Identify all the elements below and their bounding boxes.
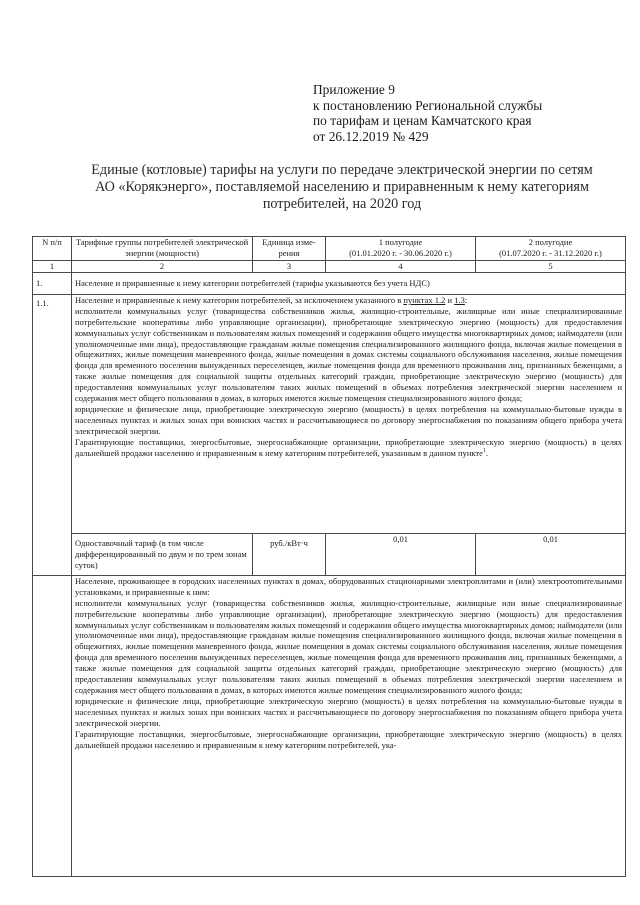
row-num [33,575,72,876]
description-intro [75,295,622,306]
row-num: 1.1. [33,294,72,575]
section-num: 1. [33,272,72,294]
header-half2-title: 2 полугодие [528,237,573,247]
intro-text: Население и приравненные к нему категории потребителей, за исключением указанного в [75,294,404,305]
paragraph-end: . [485,447,489,458]
intro-and: и [445,294,455,305]
appendix-line: от 26.12.2019 № 429 [313,128,429,144]
colnum-cell: 2 [72,261,253,273]
appendix-line: по тарифам и ценам Камчатского края [313,113,532,129]
header-num: N п/п [33,237,72,261]
appendix-header [313,82,613,144]
footnote-mark: 1 [482,447,486,454]
link-item-1-2[interactable]: пунктах 1.2 [403,294,446,305]
description-paragraph [75,437,622,459]
table-header-row [33,237,626,261]
column-number-row [33,261,626,273]
description-paragraph: исполнители коммунальных услуг (товарищества собственников жилья, жилищно-строительные, жилищные или иные специализированные потребительские кооперативы либо управляющие организации), приобретающие электрическую энергию (мощность) для предоставления коммунальных услуг собственникам и пользователям жилых помещений и содержания общего имущества многоквартирных домов; наймодатели (или уполномоченные ими лица), предоставляющие гражданам жилые помещения специализированного жилищного фонда, включая жилые помещения в общежитиях, жилые помещения маневренного фонда, жилые помещения в домах системы социального обслуживания населения, жилые помещения фонда для временного поселения вынужденных переселенцев, жилые помещения фонда для временного проживания лиц, признанных беженцами, а также жилые помещения для социальной защиты отдельных категорий граждан, приобретающие электрическую энергию (мощность) для предоставления коммунальных услуг пользователям таких жилых помещений в объемах потребления электрической энергии населением и содержания мест общего пользования в домах, в которых имеются жилые помещения специализированного жилого фонда; [75,597,622,695]
paragraph-text: Гарантирующие поставщики, энергосбытовые, энергоснабжающие организации, приобретающие электрическую энергию (мощность) в целях дальнейшей продажи населению и приравненным к нему категориям потребителей, указанным в данном пункте [75,436,622,458]
tariff-value-h2: 0,01 [476,533,626,575]
header-unit: Единица изме-рения [253,237,326,261]
header-half1 [326,237,476,261]
tariff-value-h1: 0,01 [326,533,476,575]
appendix-line: Приложение 9 [313,82,395,97]
appendix-line: к постановлению Региональной службы [313,97,543,113]
header-half1-title: 1 полугодие [378,237,423,247]
description-intro: Население, проживающее в городских населенных пунктах в домах, оборудованных стационарными электроплитами и (или) электроотопительными установками, и приравненные к ним: [75,575,622,597]
table-row-1-2 [33,575,626,876]
link-item-1-3[interactable]: 1.3 [454,294,465,305]
section-row [33,272,626,294]
header-groups: Тарифные группы потребителей электрической энергии (мощности) [72,237,253,261]
row-description [72,294,626,533]
tariff-row [33,533,626,575]
table-row-1-1 [33,294,626,533]
title-line: АО «Корякэнерго», поставляемой населению и приравненным к нему категориям [95,179,589,196]
colnum-cell: 4 [326,261,476,273]
tariff-label: Одноставочный тариф (в том числе дифференцированный по двум и по трем зонам суток) [72,533,253,575]
tariff-unit: руб./кВт·ч [253,533,326,575]
description-paragraph: Гарантирующие поставщики, энергосбытовые, энергоснабжающие организации, приобретающие электрическую энергию (мощность) в целях дальнейшей продажи населению и приравненным к нему категориям потребителей, ука- [75,728,622,750]
row-description [72,575,626,876]
description-paragraph: юридические и физические лица, приобретающие электрическую энергию (мощность) в целях потребления на коммунально-бытовые нужды в населенных пунктах и жилых зонах при воинских частях и рассчитывающиеся по договору энергоснабжения по показаниям общего прибора учета электрической энергии. [75,695,622,728]
intro-colon: : [464,294,468,305]
description-paragraph: юридические и физические лица, приобретающие электрическую энергию (мощность) в целях потребления на коммунально-бытовые нужды в населенных пунктах и жилых зонах при воинских частях и рассчитывающиеся по договору энергоснабжения по показаниям общего прибора учета электрической энергии. [75,403,622,436]
colnum-cell: 1 [33,261,72,273]
title-line: Единые (котловые) тарифы на услуги по передаче электрической энергии по сетям [91,162,593,178]
section-text: Население и приравненные к нему категории потребителей (тарифы указываются без учета НДС) [72,272,626,294]
title-line: потребителей, на 2020 год [262,196,422,213]
colnum-cell: 5 [476,261,626,273]
document-title [56,162,628,214]
header-half1-range: (01.01.2020 г. - 30.06.2020 г.) [349,247,452,258]
tariff-table [32,236,626,877]
colnum-cell: 3 [253,261,326,273]
header-half2 [476,237,626,261]
header-half2-range: (01.07.2020 г. - 31.12.2020 г.) [499,247,602,258]
description-paragraph: исполнители коммунальных услуг (товарищества собственников жилья, жилищно-строительные, жилищные или иные специализированные потребительские кооперативы либо управляющие организации), приобретающие электрическую энергию (мощность) для предоставления коммунальных услуг собственникам и пользователям жилых помещений и содержания общего имущества многоквартирных домов; наймодатели (или уполномоченные ими лица), предоставляющие гражданам жилые помещения специализированного жилищного фонда, включая жилые помещения в общежитиях, жилые помещения маневренного фонда, жилые помещения в домах системы социального обслуживания населения, жилые помещения фонда для временного поселения вынужденных переселенцев, жилые помещения фонда для временного проживания лиц, признанных беженцами, а также жилые помещения для социальной защиты отдельных категорий граждан, приобретающие электрическую энергию (мощность) для предоставления коммунальных услуг пользователям таких жилых помещений в объемах потребления электрической энергии населением и содержания мест общего пользования в домах, в которых имеются жилые помещения специализированного жилого фонда; [75,305,622,404]
